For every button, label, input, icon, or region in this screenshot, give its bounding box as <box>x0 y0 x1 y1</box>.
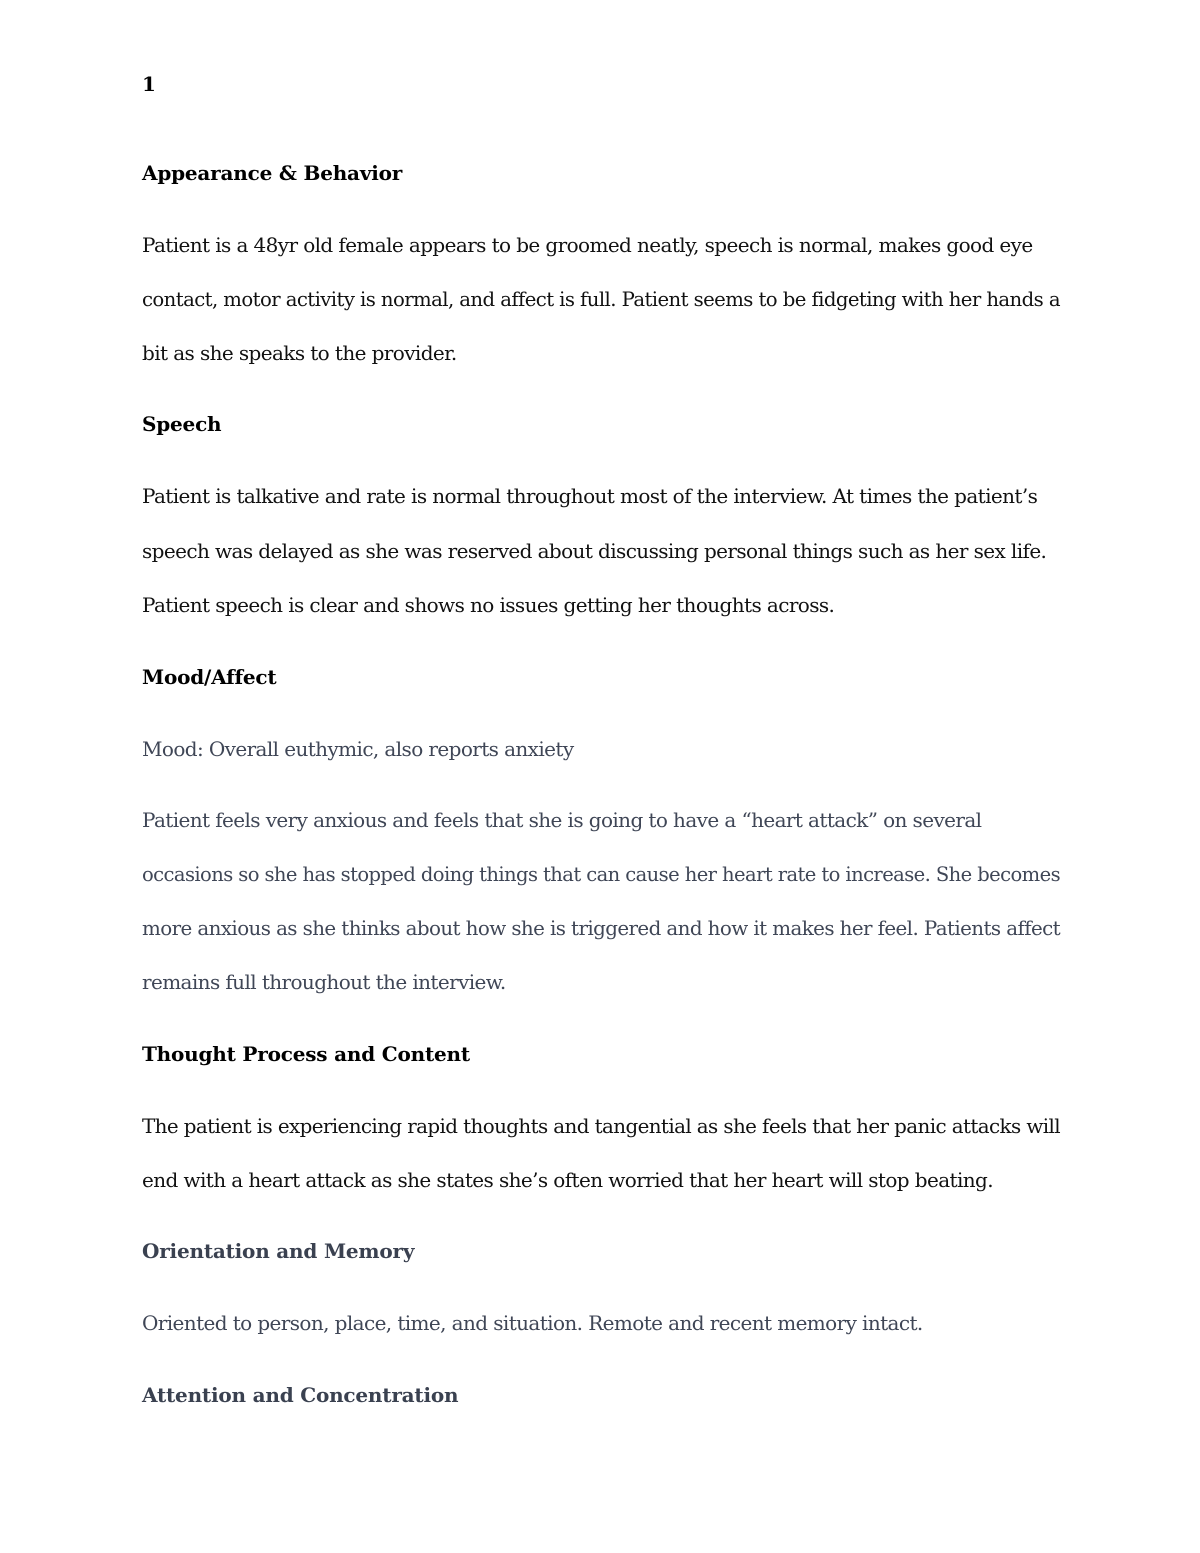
paragraph-line: Patient is talkative and rate is normal throughout most of the interview. At times the patient’s <box>142 484 1038 508</box>
heading-speech: Speech <box>142 412 222 436</box>
page-number: 1 <box>142 72 156 96</box>
paragraph-line: occasions so she has stopped doing things that can cause her heart rate to increase. She becomes <box>142 862 1061 886</box>
heading-appearance-behavior: Appearance & Behavior <box>142 161 403 185</box>
paragraph-line: speech was delayed as she was reserved about discussing personal things such as her sex life. <box>142 539 1047 563</box>
heading-orientation-memory: Orientation and Memory <box>142 1239 415 1263</box>
paragraph-line: The patient is experiencing rapid thoughts and tangential as she feels that her panic attacks will <box>142 1114 1061 1138</box>
heading-mood-affect: Mood/Affect <box>142 665 277 689</box>
paragraph-line: Patient speech is clear and shows no issues getting her thoughts across. <box>142 593 835 617</box>
mood-line: Mood: Overall euthymic, also reports anxiety <box>142 737 574 761</box>
paragraph-line: remains full throughout the interview. <box>142 970 506 994</box>
heading-thought-process: Thought Process and Content <box>142 1042 470 1066</box>
paragraph-line: Oriented to person, place, time, and situation. Remote and recent memory intact. <box>142 1311 923 1335</box>
paragraph-line: bit as she speaks to the provider. <box>142 341 457 365</box>
paragraph-line: Patient feels very anxious and feels that she is going to have a “heart attack” on several <box>142 808 982 832</box>
paragraph-line: contact, motor activity is normal, and affect is full. Patient seems to be fidgeting with her hands a <box>142 287 1060 311</box>
paragraph-line: more anxious as she thinks about how she is triggered and how it makes her feel. Patients affect <box>142 916 1061 940</box>
paragraph-line: end with a heart attack as she states she’s often worried that her heart will stop beating. <box>142 1168 994 1192</box>
paragraph-line: Patient is a 48yr old female appears to be groomed neatly, speech is normal, makes good eye <box>142 233 1033 257</box>
heading-attention-concentration: Attention and Concentration <box>142 1383 459 1407</box>
